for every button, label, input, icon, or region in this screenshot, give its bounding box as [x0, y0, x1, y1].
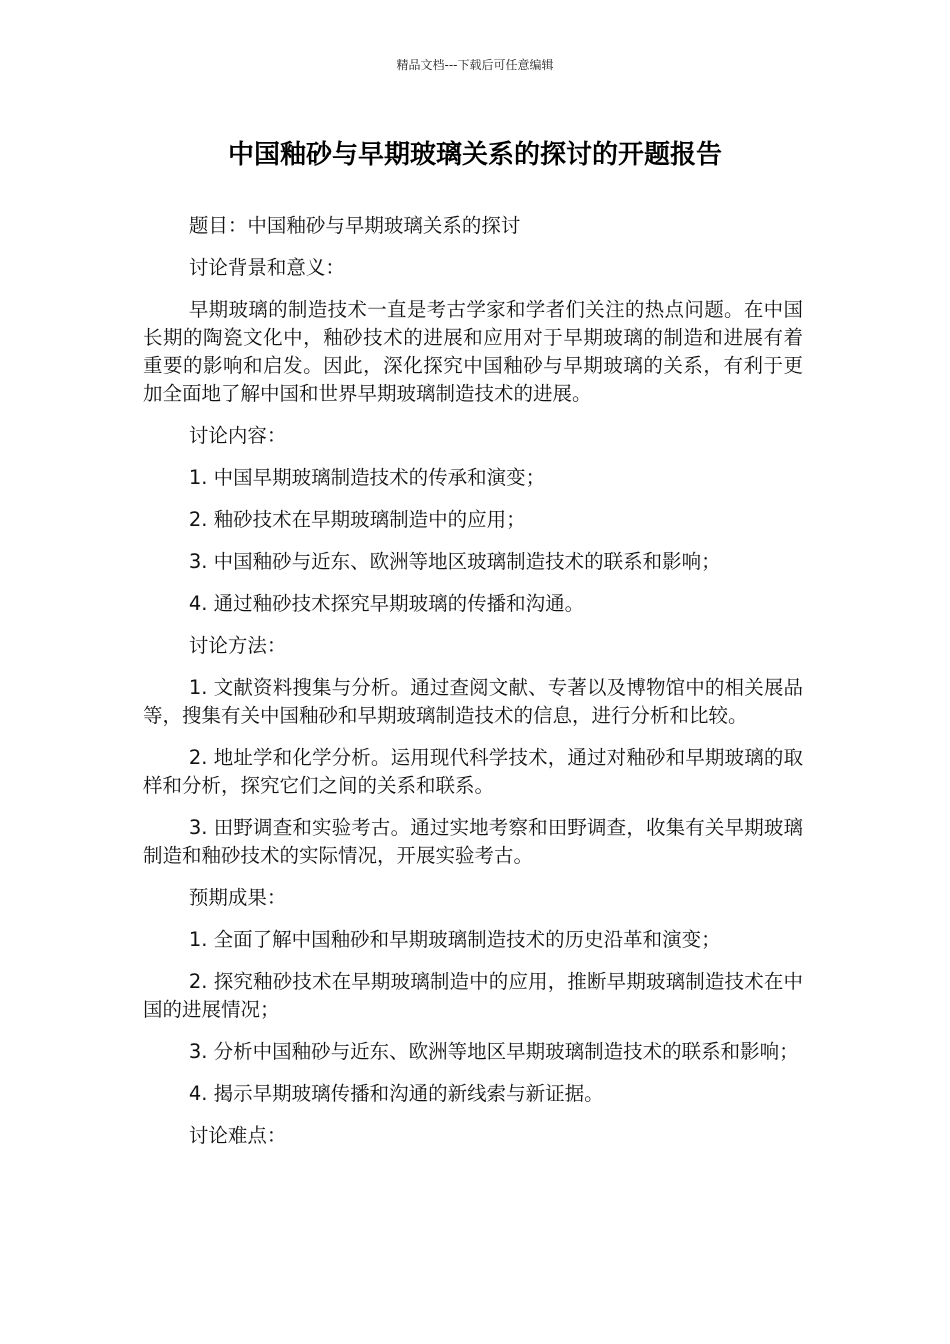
heading-expected-results: 预期成果：	[188, 886, 287, 909]
result-item-4: 4. 揭示早期玻璃传播和沟通的新线索与新证据。	[188, 1082, 604, 1105]
heading-background: 讨论背景和意义：	[188, 256, 345, 279]
content-item-3: 3. 中国釉砂与近东、欧洲等地区玻璃制造技术的联系和影响；	[188, 550, 721, 573]
method-item-2: 2. 地址学和化学分析。运用现代科学技术，通过对釉砂和早期玻璃的取样和分析，探究它们之间的关系和联系。	[143, 746, 803, 797]
result-item-2: 2. 探究釉砂技术在早期玻璃制造中的应用，推断早期玻璃制造技术在中国的进展情况；	[143, 970, 803, 1021]
result-item-1: 1. 全面了解中国釉砂和早期玻璃制造技术的历史沿革和演变；	[188, 928, 721, 951]
paragraph-background: 早期玻璃的制造技术一直是考古学家和学者们关注的热点问题。在中国长期的陶瓷文化中，釉砂技术的进展和应用对于早期玻璃的制造和进展有着重要的影响和启发。因此，深化探究中国釉砂与早期玻璃的关系，有利于更加全面地了解中国和世界早期玻璃制造技术的进展。	[143, 298, 803, 405]
heading-methods: 讨论方法：	[188, 634, 287, 657]
page-header: 精品文档---下载后可任意编辑	[396, 58, 554, 72]
content-item-2: 2. 釉砂技术在早期玻璃制造中的应用；	[188, 508, 526, 531]
content-item-1: 1. 中国早期玻璃制造技术的传承和演变；	[188, 466, 546, 489]
heading-difficulties: 讨论难点：	[188, 1124, 287, 1147]
document-title: 中国釉砂与早期玻璃关系的探讨的开题报告	[227, 140, 722, 170]
result-item-3: 3. 分析中国釉砂与近东、欧洲等地区早期玻璃制造技术的联系和影响；	[188, 1040, 799, 1063]
heading-content: 讨论内容：	[188, 424, 287, 447]
content-item-4: 4. 通过釉砂技术探究早期玻璃的传播和沟通。	[188, 592, 585, 615]
document-body	[143, 212, 803, 1164]
method-item-1: 1. 文献资料搜集与分析。通过查阅文献、专著以及博物馆中的相关展品等，搜集有关中国釉砂和早期玻璃制造技术的信息，进行分析和比较。	[143, 676, 803, 727]
method-item-3: 3. 田野调查和实验考古。通过实地考察和田野调查，收集有关早期玻璃制造和釉砂技术的实际情况，开展实验考古。	[143, 816, 803, 867]
paragraph-topic: 题目：中国釉砂与早期玻璃关系的探讨	[188, 214, 521, 237]
